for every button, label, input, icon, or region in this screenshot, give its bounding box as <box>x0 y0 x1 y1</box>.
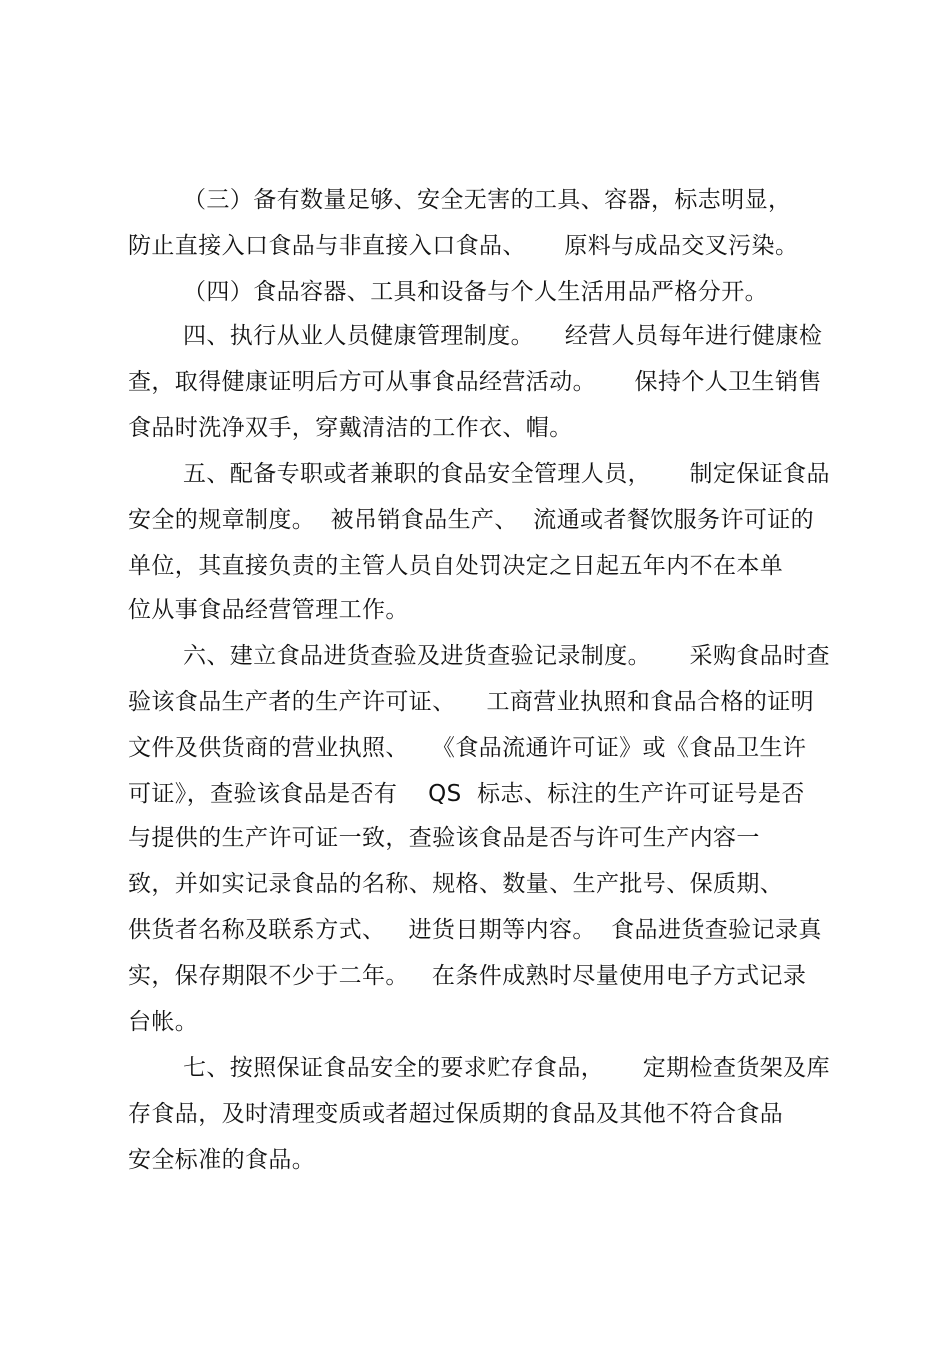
text-line: 安全标准的食品。 <box>128 1147 316 1173</box>
text-line: 存食品，及时清理变质或者超过保质期的食品及其他不符合食品 <box>128 1101 784 1127</box>
text-line: （三）备有数量足够、安全无害的工具、容器，标志明显， <box>183 187 792 213</box>
text-line: 与提供的生产许可证一致，查验该食品是否与许可生产内容一 <box>128 825 760 851</box>
text-line: 单位，其直接负责的主管人员自处罚决定之日起五年内不在本单 <box>128 553 784 579</box>
text-line: 实，保存期限不少于二年。 在条件成熟时尽量使用电子方式记录 <box>128 963 807 989</box>
text-line: 防止直接入口食品与非直接入口食品、 原料与成品交叉污染。 <box>128 233 799 259</box>
text-line: 七、按照保证食品安全的要求贮存食品， 定期检查货架及库 <box>183 1055 830 1081</box>
text-line: 安全的规章制度。 被吊销食品生产、 流通或者餐饮服务许可证的 <box>128 507 815 533</box>
text-line: 食品时洗净双手，穿戴清洁的工作衣、帽。 <box>128 415 573 441</box>
text-line: 供货者名称及联系方式、 进货日期等内容。 食品进货查验记录真 <box>128 917 822 943</box>
text-line: 四、执行从业人员健康管理制度。 经营人员每年进行健康检 <box>183 323 823 349</box>
text-line: 台帐。 <box>128 1009 199 1035</box>
text-line: 六、建立食品进货查验及进货查验记录制度。 采购食品时查 <box>183 643 830 669</box>
text-line: 验该食品生产者的生产许可证、 工商营业执照和食品合格的证明 <box>128 689 815 715</box>
text-line: 五、配备专职或者兼职的食品安全管理人员， 制定保证食品 <box>183 461 830 487</box>
text-line: 可证》，查验该食品是否有 QS 标志、标注的生产许可证号是否 <box>128 781 805 807</box>
text-line: 致，并如实记录食品的名称、规格、数量、生产批号、保质期、 <box>128 871 784 897</box>
text-line: （四）食品容器、工具和设备与个人生活用品严格分开。 <box>183 279 768 305</box>
text-line: 位从事食品经营管理工作。 <box>128 597 409 623</box>
text-line: 文件及供货商的营业执照、 《食品流通许可证》或《食品卫生许 <box>128 735 807 761</box>
text-line: 查，取得健康证明后方可从事食品经营活动。 保持个人卫生销售 <box>128 369 822 395</box>
